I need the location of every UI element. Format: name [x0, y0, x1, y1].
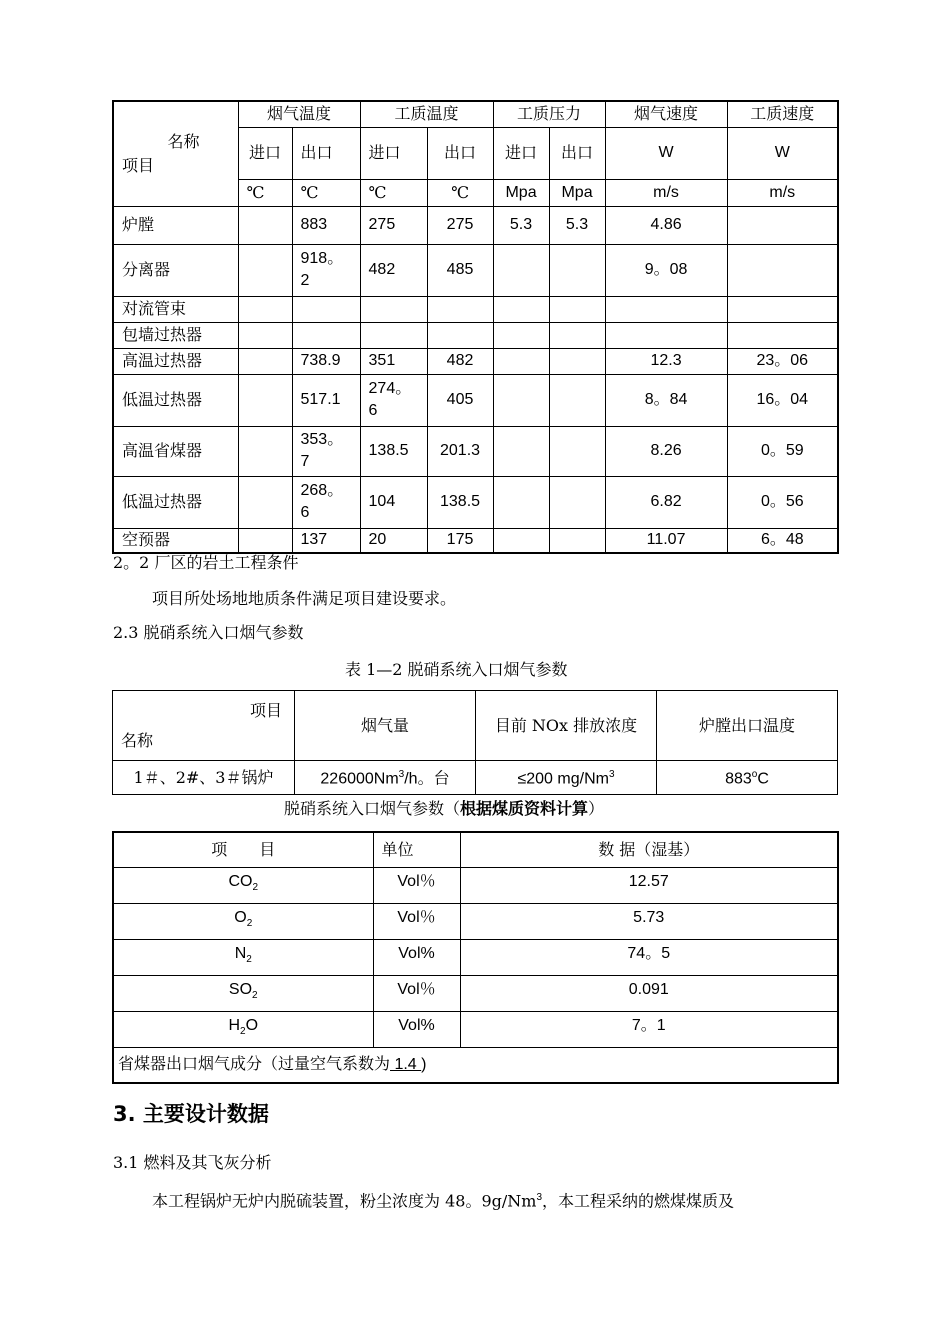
data-cell: 8.26 — [605, 426, 727, 476]
group-header: 工质温度 — [360, 101, 493, 127]
data-cell — [238, 374, 292, 426]
sub-header: W — [727, 127, 838, 179]
data-cell — [493, 528, 549, 553]
header-name-label: 名称 — [167, 131, 200, 151]
group-header: 工质速度 — [727, 101, 838, 127]
table1-row — [113, 348, 838, 374]
data-cell — [493, 322, 549, 348]
data-cell: 5.3 — [549, 206, 605, 244]
data-cell: 268。6 — [292, 476, 360, 528]
col-nox-header: 目前 NOx 排放浓度 — [476, 691, 657, 761]
unit-cell: Mpa — [493, 179, 549, 206]
table3-body — [113, 867, 838, 1047]
data-cell — [727, 322, 838, 348]
row-name-cell: 空预器 — [113, 528, 238, 553]
data-cell: 23。06 — [727, 348, 838, 374]
data-cell: 485 — [427, 244, 493, 296]
data-cell — [549, 374, 605, 426]
table1-row — [113, 244, 838, 296]
group-header: 烟气温度 — [238, 101, 360, 127]
unit-cell: Vol% — [373, 939, 460, 975]
data-cell — [727, 244, 838, 296]
component-cell: $H_2O$ — [113, 1011, 373, 1047]
data-cell — [238, 528, 292, 553]
data-cell — [549, 322, 605, 348]
data-cell: 0。56 — [727, 476, 838, 528]
header-item: 项 目 — [113, 832, 373, 867]
data-cell — [292, 296, 360, 322]
temp-value: 883$^o$C — [657, 761, 838, 795]
sub-header: 出口 — [292, 127, 360, 179]
data-cell: 175 — [427, 528, 493, 553]
data-cell — [605, 322, 727, 348]
data-cell — [493, 476, 549, 528]
value-cell: 5.73 — [460, 903, 838, 939]
data-cell: 201.3 — [427, 426, 493, 476]
table1-row — [113, 322, 838, 348]
data-cell — [360, 296, 427, 322]
data-cell: 405 — [427, 374, 493, 426]
data-cell — [360, 322, 427, 348]
header-name-item-cell — [113, 101, 238, 206]
value-cell: 74。5 — [460, 939, 838, 975]
unit-cell: m/s — [605, 179, 727, 206]
inlet-flue-gas-table — [112, 690, 838, 795]
unit-cell: Vol％ — [373, 903, 460, 939]
value-cell: 12.57 — [460, 867, 838, 903]
row-name-cell: 对流管束 — [113, 296, 238, 322]
diag-item-label: 项目 — [249, 700, 282, 720]
data-cell: 482 — [427, 348, 493, 374]
data-cell: 0。59 — [727, 426, 838, 476]
unit-cell: ℃ — [292, 179, 360, 206]
data-cell — [238, 206, 292, 244]
sub-header: 进口 — [238, 127, 292, 179]
data-cell — [605, 296, 727, 322]
row-name-cell: 低温过热器 — [113, 476, 238, 528]
boiler-row-name: 1＃、2#、3＃锅炉 — [113, 761, 295, 795]
data-cell: 517.1 — [292, 374, 360, 426]
data-cell — [549, 348, 605, 374]
data-cell — [549, 296, 605, 322]
data-cell: 6。48 — [727, 528, 838, 553]
unit-cell: ℃ — [238, 179, 292, 206]
unit-cell: Mpa — [549, 179, 605, 206]
data-cell: 138.5 — [427, 476, 493, 528]
table1-row — [113, 206, 838, 244]
table1-row — [113, 528, 838, 553]
component-cell: $SO_2$ — [113, 975, 373, 1011]
unit-cell: Vol％ — [373, 867, 460, 903]
data-cell — [727, 206, 838, 244]
table1-row — [113, 476, 838, 528]
table3-row — [113, 939, 838, 975]
data-cell: 9。08 — [605, 244, 727, 296]
table1-row — [113, 426, 838, 476]
sub-header: 出口 — [427, 127, 493, 179]
section-3-1-heading: 3.1 燃料及其飞灰分析 — [113, 1153, 272, 1172]
row-name-cell: 包墙过热器 — [113, 322, 238, 348]
section-2-2-heading: 2。2 厂区的岩土工程条件 — [113, 553, 299, 572]
table3-row — [113, 1011, 838, 1047]
data-cell: 6.82 — [605, 476, 727, 528]
data-cell — [238, 426, 292, 476]
diag-header-cell — [113, 691, 295, 761]
sub-header: W — [605, 127, 727, 179]
section-3-heading: 3. 主要设计数据 — [113, 1102, 269, 1126]
data-cell — [727, 296, 838, 322]
data-cell: 274。6 — [360, 374, 427, 426]
data-cell — [238, 296, 292, 322]
data-cell — [549, 426, 605, 476]
unit-cell: m/s — [727, 179, 838, 206]
component-cell: $CO_2$ — [113, 867, 373, 903]
unit-cell: ℃ — [360, 179, 427, 206]
data-cell: 8。84 — [605, 374, 727, 426]
value-cell: 7。1 — [460, 1011, 838, 1047]
data-cell: 12.3 — [605, 348, 727, 374]
row-name-cell: 高温省煤器 — [113, 426, 238, 476]
data-cell: 353。7 — [292, 426, 360, 476]
sub-header: 出口 — [549, 127, 605, 179]
data-cell: 104 — [360, 476, 427, 528]
group-header: 工质压力 — [493, 101, 605, 127]
table3-caption: 脱硝系统入口烟气参数（根据煤质资料计算） — [284, 799, 605, 818]
sub-header: 进口 — [493, 127, 549, 179]
data-cell — [238, 476, 292, 528]
table1-row — [113, 296, 838, 322]
data-cell — [493, 374, 549, 426]
row-name-cell: 炉膛 — [113, 206, 238, 244]
table3-row — [113, 975, 838, 1011]
data-cell: 918。2 — [292, 244, 360, 296]
data-cell: 738.9 — [292, 348, 360, 374]
data-cell — [549, 528, 605, 553]
data-cell — [549, 244, 605, 296]
boiler-parameters-table — [112, 100, 839, 554]
component-cell: $N_2$ — [113, 939, 373, 975]
data-cell — [427, 296, 493, 322]
data-cell: 11.07 — [605, 528, 727, 553]
nox-value: ≤200 mg/Nm$^3$ — [476, 761, 657, 795]
data-cell — [493, 296, 549, 322]
diag-name-label: 名称 — [121, 730, 154, 750]
data-cell: 4.86 — [605, 206, 727, 244]
data-cell — [292, 322, 360, 348]
data-cell: 482 — [360, 244, 427, 296]
data-cell — [238, 322, 292, 348]
data-cell — [493, 426, 549, 476]
col-temp-header: 炉膛出口温度 — [657, 691, 838, 761]
unit-cell: ℃ — [427, 179, 493, 206]
data-cell — [493, 244, 549, 296]
unit-cell: Vol% — [373, 1011, 460, 1047]
data-cell: 275 — [427, 206, 493, 244]
data-cell: 275 — [360, 206, 427, 244]
header-data: 数 据（湿基） — [460, 832, 838, 867]
data-cell: 20 — [360, 528, 427, 553]
section-2-3-heading: 2.3 脱硝系统入口烟气参数 — [113, 623, 304, 642]
data-cell — [493, 348, 549, 374]
section-3-1-body: 本工程锅炉无炉内脱硫装置，粉尘浓度为 48。9g/Nm$^3$，本工程采纳的燃煤煤质及 — [152, 1191, 735, 1211]
data-cell: 883 — [292, 206, 360, 244]
table2-caption: 表 1—2 脱硝系统入口烟气参数 — [345, 660, 568, 679]
row-name-cell: 分离器 — [113, 244, 238, 296]
table3-footer: 省煤器出口烟气成分（过量空气系数为 1.4 ) — [113, 1047, 838, 1083]
data-cell — [549, 476, 605, 528]
data-cell: 5.3 — [493, 206, 549, 244]
row-name-cell: 低温过热器 — [113, 374, 238, 426]
table1-body — [113, 206, 838, 553]
data-cell — [427, 322, 493, 348]
group-header: 烟气速度 — [605, 101, 727, 127]
value-cell: 0.091 — [460, 975, 838, 1011]
data-cell: 137 — [292, 528, 360, 553]
gas-composition-table — [112, 831, 839, 1084]
table3-row — [113, 903, 838, 939]
data-cell: 138.5 — [360, 426, 427, 476]
component-cell: $O_2$ — [113, 903, 373, 939]
col-flue-header: 烟气量 — [295, 691, 476, 761]
header-item-label: 项目 — [122, 155, 155, 175]
data-cell: 16。04 — [727, 374, 838, 426]
unit-cell: Vol％ — [373, 975, 460, 1011]
row-name-cell: 高温过热器 — [113, 348, 238, 374]
flue-value: 226000Nm$^3$/h。台 — [295, 761, 476, 795]
section-2-2-body: 项目所处场地地质条件满足项目建设要求。 — [152, 589, 457, 608]
data-cell — [238, 244, 292, 296]
table1-row — [113, 374, 838, 426]
header-unit: 单位 — [373, 832, 460, 867]
sub-header: 进口 — [360, 127, 427, 179]
data-cell: 351 — [360, 348, 427, 374]
data-cell — [238, 348, 292, 374]
table3-row — [113, 867, 838, 903]
